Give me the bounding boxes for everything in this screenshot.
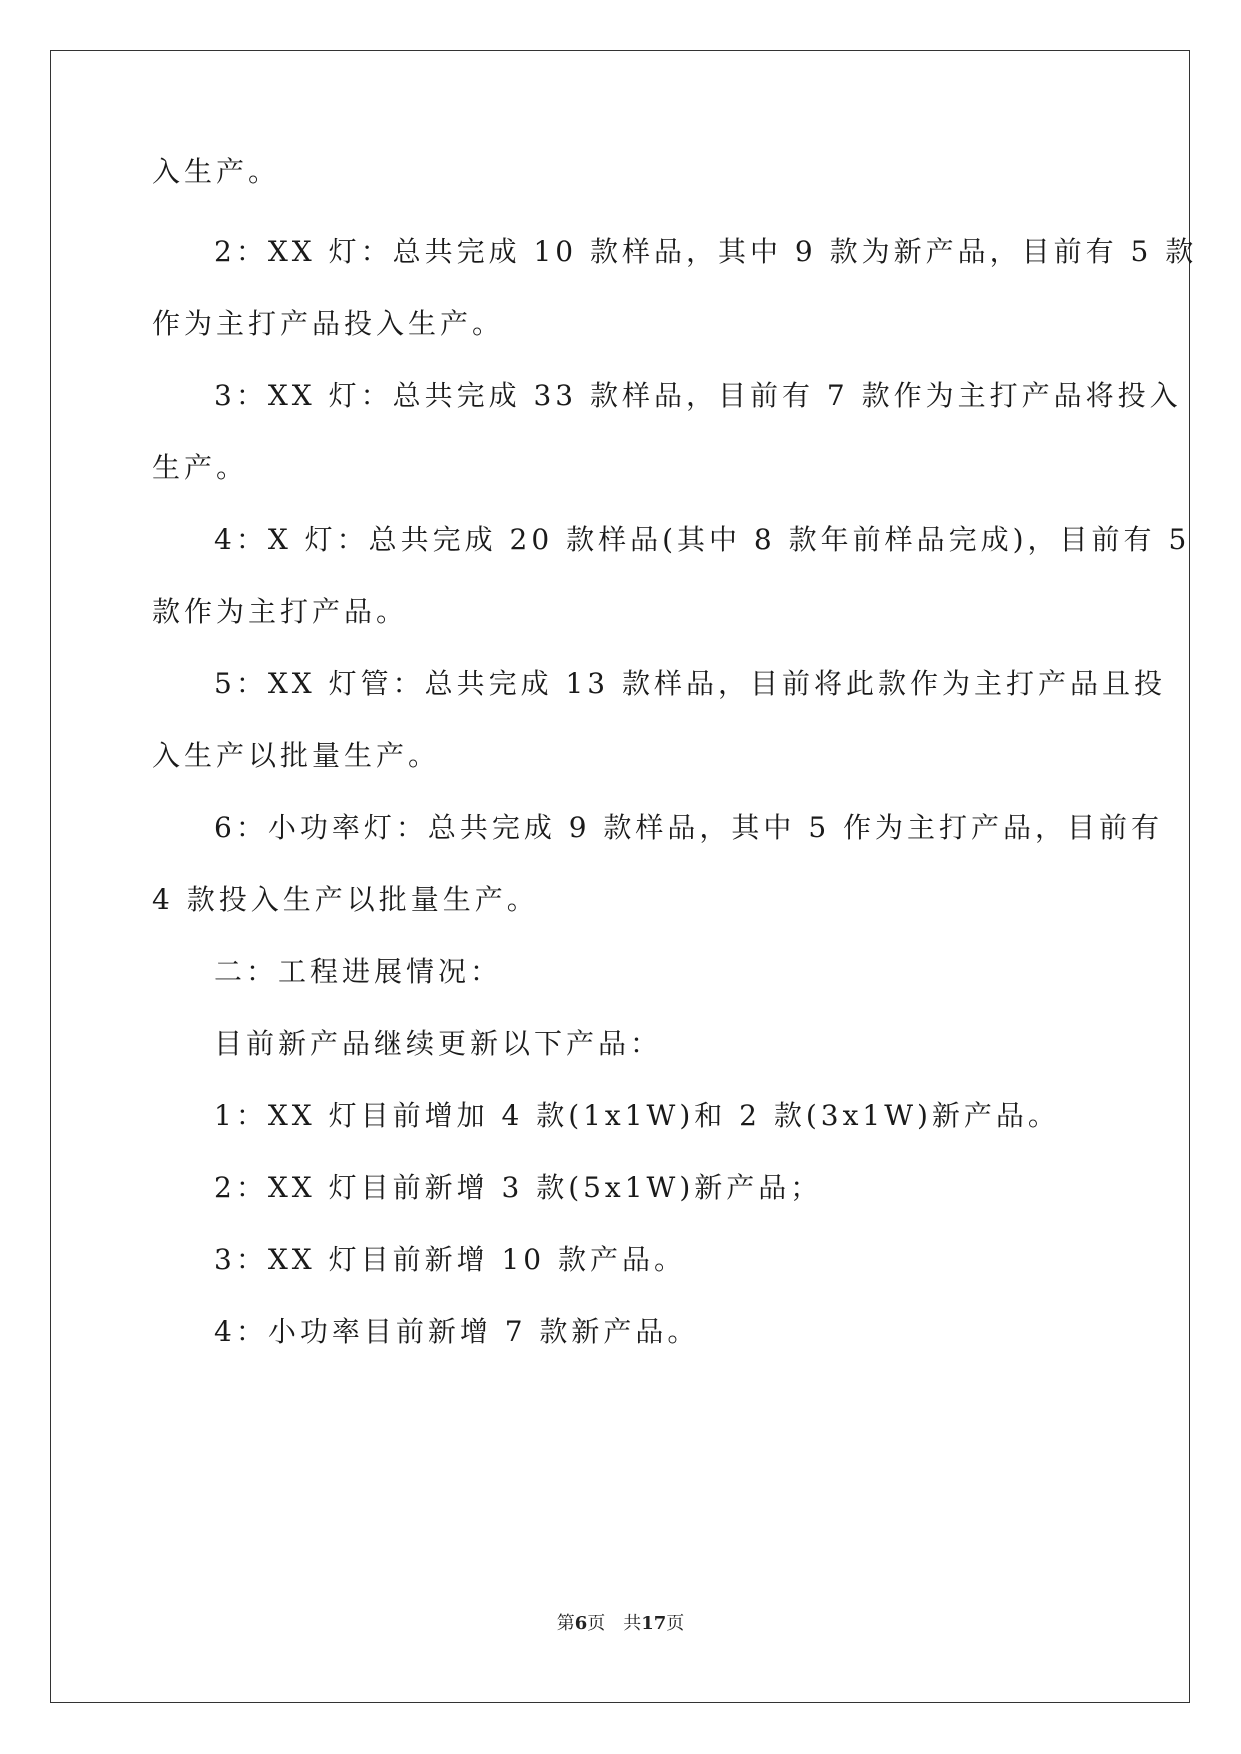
page-suffix: 页 — [587, 1613, 606, 1634]
list-item: 3：XX 灯目前新增 10 款产品。 — [214, 1243, 687, 1276]
page-footer — [0, 1612, 1241, 1636]
text-line: 入生产以批量生产。 — [152, 739, 441, 772]
text-line: 入生产。 — [152, 155, 281, 188]
text-line: 3：XX 灯：总共完成 33 款样品，目前有 7 款作为主打产品将投入 — [214, 379, 1182, 412]
page-border — [50, 50, 1190, 1703]
list-item: 2：XX 灯目前新增 3 款(5x1W)新产品； — [214, 1171, 823, 1204]
text-line: 目前新产品继续更新以下产品： — [214, 1027, 663, 1060]
text-line: 生产。 — [152, 451, 249, 484]
text-line: 4：X 灯：总共完成 20 款样品(其中 8 款年前样品完成)，目前有 5 — [214, 523, 1191, 556]
list-item: 4：小功率目前新增 7 款新产品。 — [214, 1315, 700, 1348]
total-suffix: 页 — [666, 1613, 685, 1634]
text-line: 4 款投入生产以批量生产。 — [152, 883, 539, 916]
section-heading: 二：工程进展情况： — [214, 955, 503, 988]
text-line: 2：XX 灯：总共完成 10 款样品，其中 9 款为新产品，目前有 5 款 — [214, 235, 1198, 268]
page-number: 6 — [574, 1613, 588, 1634]
page-total: 17 — [641, 1613, 667, 1634]
page-prefix: 第 — [556, 1613, 575, 1634]
text-line: 6：小功率灯：总共完成 9 款样品，其中 5 作为主打产品，目前有 — [214, 811, 1164, 844]
text-line: 款作为主打产品。 — [152, 595, 409, 628]
list-item: 1：XX 灯目前增加 4 款(1x1W)和 2 款(3x1W)新产品。 — [214, 1099, 1060, 1132]
text-line: 作为主打产品投入生产。 — [152, 307, 505, 340]
text-line: 5：XX 灯管：总共完成 13 款样品，目前将此款作为主打产品且投 — [214, 667, 1167, 700]
total-prefix: 共 — [623, 1613, 642, 1634]
